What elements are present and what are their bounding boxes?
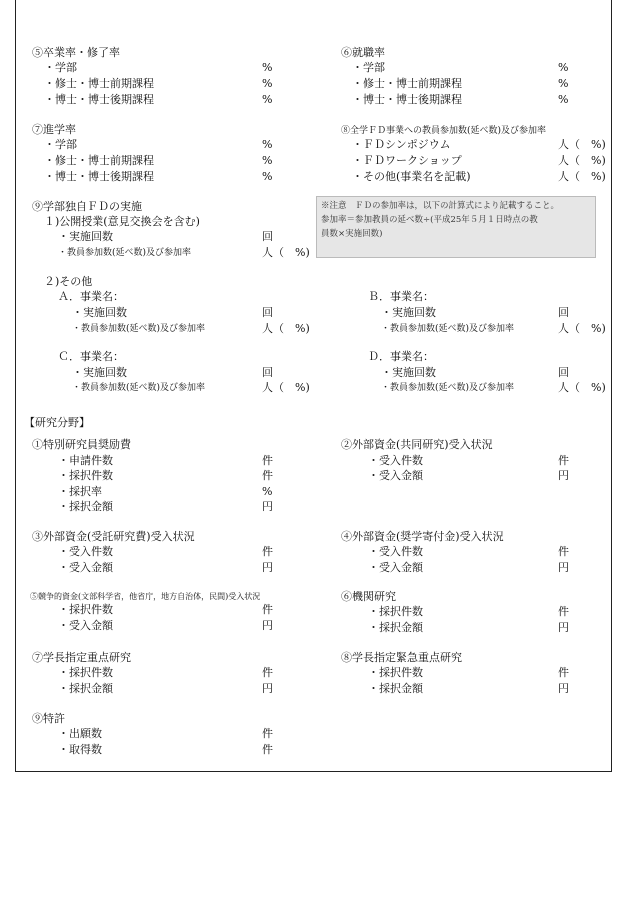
s7-unit: % [262,138,273,151]
event-rate-label: ・教員参加数(延べ数)及び参加率 [381,383,515,393]
r4-row: ・受入金額 [368,561,423,574]
r6-unit: 円 [558,621,569,634]
s7-title: ⑦進学率 [32,123,76,136]
s9-title: ⑨学部独自ＦＤの実施 [32,200,142,213]
s8-row: ・ＦＤシンポジウム [352,138,451,151]
s9-rate-label: ・教員参加数(延べ数)及び参加率 [58,248,192,258]
r2-row: ・受入金額 [368,469,423,482]
r9-title: ⑨特許 [32,712,65,725]
event-b-name: Ｂ．事業名： [368,290,434,303]
r1-unit: % [262,485,273,498]
s7-row: ・学部 [44,138,77,151]
r8-title: ⑧学長指定緊急重点研究 [341,651,462,664]
s8-unit: 人（ %) [558,170,606,183]
s9-rate-unit: 人（ %) [262,246,310,259]
s6-row: ・学部 [352,61,385,74]
event-count-label: ・実施回数 [72,306,127,319]
event-count-unit: 回 [262,306,273,319]
r5-title: ⑤競争的資金(文部科学省，他省庁，地方自治体，民間)受入状況 [30,592,261,601]
s9-sub2: ２)その他 [44,275,93,288]
s6-unit: % [558,61,569,74]
r5-row: ・採択件数 [58,603,113,616]
r3-row: ・受入件数 [58,545,113,558]
s5-title: ⑤卒業率・修了率 [32,46,120,59]
r4-unit: 件 [558,545,569,558]
s7-unit: % [262,154,273,167]
event-rate-unit: 人（ %) [558,381,606,394]
event-a-name: Ａ．事業名： [58,290,124,303]
s8-unit: 人（ %) [558,138,606,151]
r7-row: ・採択件数 [58,666,113,679]
r9-row: ・出願数 [58,727,102,740]
s5-unit: % [262,93,273,106]
r1-unit: 件 [262,469,273,482]
note-line: ※注意 ＦＤの参加率は，以下の計算式により記載すること。 [321,201,560,211]
event-rate-label: ・教員参加数(延べ数)及び参加率 [72,324,206,334]
r5-unit: 件 [262,603,273,616]
r7-unit: 件 [262,666,273,679]
s7-row: ・修士・博士前期課程 [44,154,154,167]
r1-row: ・採択率 [58,485,102,498]
event-rate-unit: 人（ %) [558,322,606,335]
s7-unit: % [262,170,273,183]
s6-row: ・修士・博士前期課程 [352,77,462,90]
r3-unit: 円 [262,561,273,574]
s6-unit: % [558,77,569,90]
event-rate-label: ・教員参加数(延べ数)及び参加率 [72,383,206,393]
s6-row: ・博士・博士後期課程 [352,93,462,106]
r5-unit: 円 [262,619,273,632]
r2-title: ②外部資金(共同研究)受入状況 [341,438,493,451]
r9-unit: 件 [262,727,273,740]
fd-note-box [316,196,596,258]
event-count-unit: 回 [558,366,569,379]
s8-row: ・ＦＤワークショップ [352,154,462,167]
r8-unit: 円 [558,682,569,695]
event-count-unit: 回 [558,306,569,319]
s6-unit: % [558,93,569,106]
event-count-label: ・実施回数 [72,366,127,379]
r3-title: ③外部資金(受託研究費)受入状況 [32,530,195,543]
r5-row: ・受入金額 [58,619,113,632]
r1-row: ・申請件数 [58,454,113,467]
r4-title: ④外部資金(奨学寄付金)受入状況 [341,530,504,543]
event-count-unit: 回 [262,366,273,379]
r1-unit: 件 [262,454,273,467]
r9-unit: 件 [262,743,273,756]
s5-row: ・学部 [44,61,77,74]
r1-row: ・採択件数 [58,469,113,482]
r6-title: ⑥機関研究 [341,590,396,603]
r7-row: ・採択金額 [58,682,113,695]
r4-row: ・受入件数 [368,545,423,558]
r1-unit: 円 [262,500,273,513]
event-count-label: ・実施回数 [381,306,436,319]
r6-row: ・採択金額 [368,621,423,634]
r2-unit: 件 [558,454,569,467]
r8-row: ・採択件数 [368,666,423,679]
s6-title: ⑥就職率 [341,46,385,59]
event-count-label: ・実施回数 [381,366,436,379]
s7-row: ・博士・博士後期課程 [44,170,154,183]
s8-title: ⑧全学ＦＤ事業への教員参加数(延べ数)及び参加率 [341,126,547,136]
r1-row: ・採択金額 [58,500,113,513]
r9-row: ・取得数 [58,743,102,756]
r1-title: ①特別研究員奨励費 [32,438,131,451]
s8-row: ・その他(事業名を記載) [352,170,471,183]
r3-row: ・受入金額 [58,561,113,574]
note-line: 員数×実施回数) [321,229,383,239]
s9-sub1: １)公開授業(意見交換会を含む) [44,215,200,228]
s8-unit: 人（ %) [558,154,606,167]
r8-unit: 件 [558,666,569,679]
event-d-name: Ｄ．事業名： [368,350,434,363]
research-header: 【研究分野】 [24,416,90,429]
r4-unit: 円 [558,561,569,574]
r7-unit: 円 [262,682,273,695]
s5-row: ・修士・博士前期課程 [44,77,154,90]
s9-count-unit: 回 [262,230,273,243]
note-line: 参加率＝参加教員の延べ数÷(平成25年５月１日時点の教 [321,215,538,225]
r6-unit: 件 [558,605,569,618]
r6-row: ・採択件数 [368,605,423,618]
event-rate-label: ・教員参加数(延べ数)及び参加率 [381,324,515,334]
r8-row: ・採択金額 [368,682,423,695]
s5-unit: % [262,77,273,90]
s5-unit: % [262,61,273,74]
s5-row: ・博士・博士後期課程 [44,93,154,106]
event-rate-unit: 人（ %) [262,381,310,394]
event-rate-unit: 人（ %) [262,322,310,335]
r3-unit: 件 [262,545,273,558]
s9-count-label: ・実施回数 [58,230,113,243]
r2-unit: 円 [558,469,569,482]
r2-row: ・受入件数 [368,454,423,467]
r7-title: ⑦学長指定重点研究 [32,651,131,664]
event-c-name: Ｃ．事業名： [58,350,124,363]
